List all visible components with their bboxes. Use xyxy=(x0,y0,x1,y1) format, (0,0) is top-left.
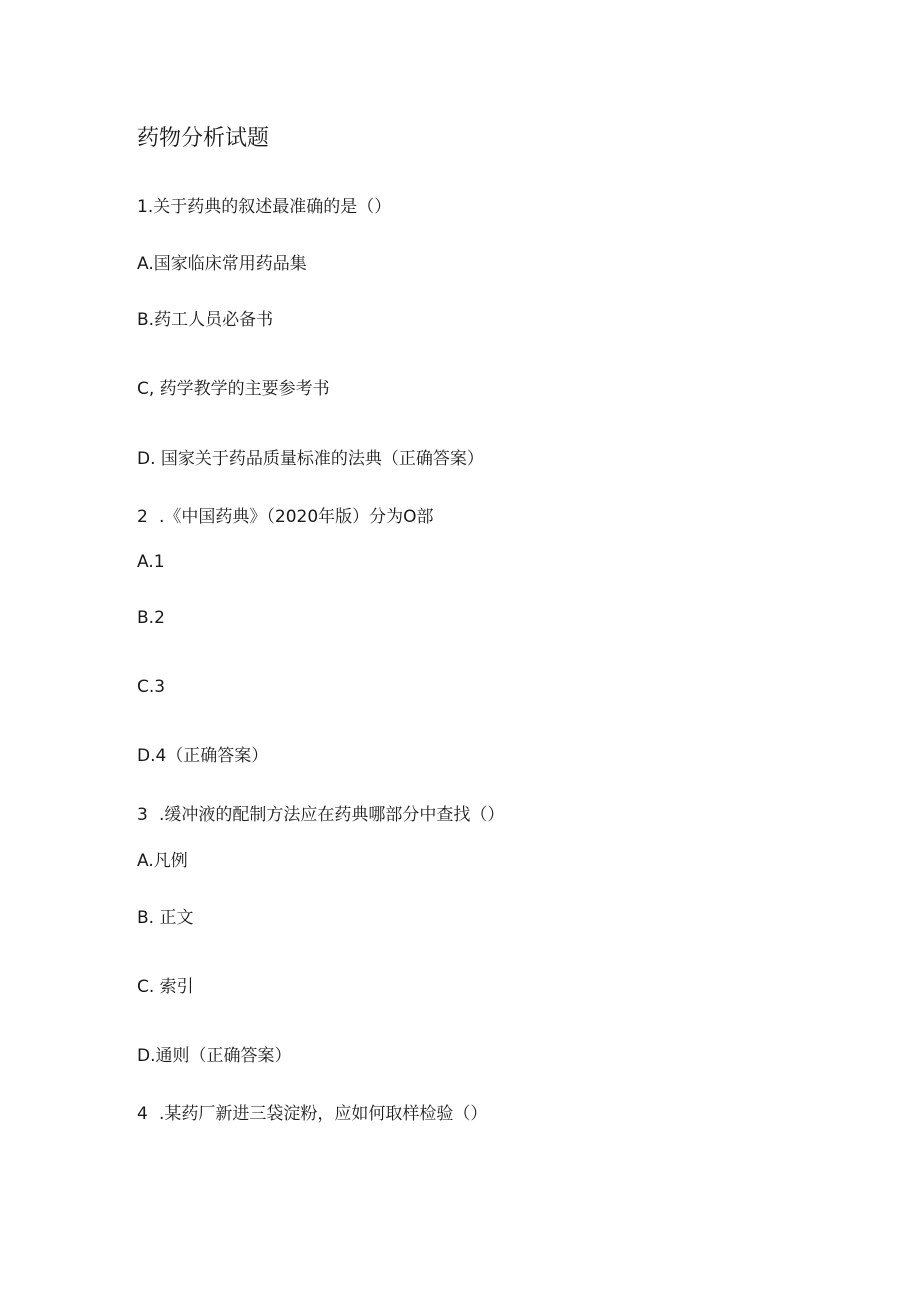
question-2-option-c: C.3 xyxy=(137,677,166,697)
question-3-stem: .缓冲液的配制方法应在药典哪部分中查找（） xyxy=(159,805,505,825)
question-3-number: 3 xyxy=(137,805,148,825)
question-2-option-b: B.2 xyxy=(137,608,165,628)
question-1-option-d: D. 国家关于药品质量标准的法典（正确答案） xyxy=(137,449,484,469)
question-2-option-a: A.1 xyxy=(137,552,165,572)
question-4-number: 4 xyxy=(137,1104,148,1124)
question-3 xyxy=(137,804,504,826)
question-4-stem: .某药厂新进三袋淀粉，应如何取样检验（） xyxy=(159,1104,488,1124)
question-2-number: 2 xyxy=(137,507,148,527)
question-3-option-a: A.凡例 xyxy=(137,851,188,871)
question-1-option-b: B.药工人员必备书 xyxy=(137,310,274,330)
question-4 xyxy=(137,1103,487,1125)
question-3-option-d: D.通则（正确答案） xyxy=(137,1046,292,1066)
question-3-option-b: B. 正文 xyxy=(137,908,194,928)
question-1-option-c: C, 药学教学的主要参考书 xyxy=(137,379,330,399)
question-2-stem: .《中国药典》（2020年版）分为O部 xyxy=(159,507,434,527)
question-1-number: 1. xyxy=(137,197,154,217)
question-1-option-a: A.国家临床常用药品集 xyxy=(137,254,307,274)
question-2-option-d: D.4（正确答案） xyxy=(137,746,269,766)
question-2 xyxy=(137,506,434,528)
question-1-stem: 关于药典的叙述最准确的是（） xyxy=(153,197,392,217)
question-3-option-c: C. 索引 xyxy=(137,977,194,997)
page-title: 药物分析试题 xyxy=(137,126,270,151)
question-1 xyxy=(137,196,391,218)
